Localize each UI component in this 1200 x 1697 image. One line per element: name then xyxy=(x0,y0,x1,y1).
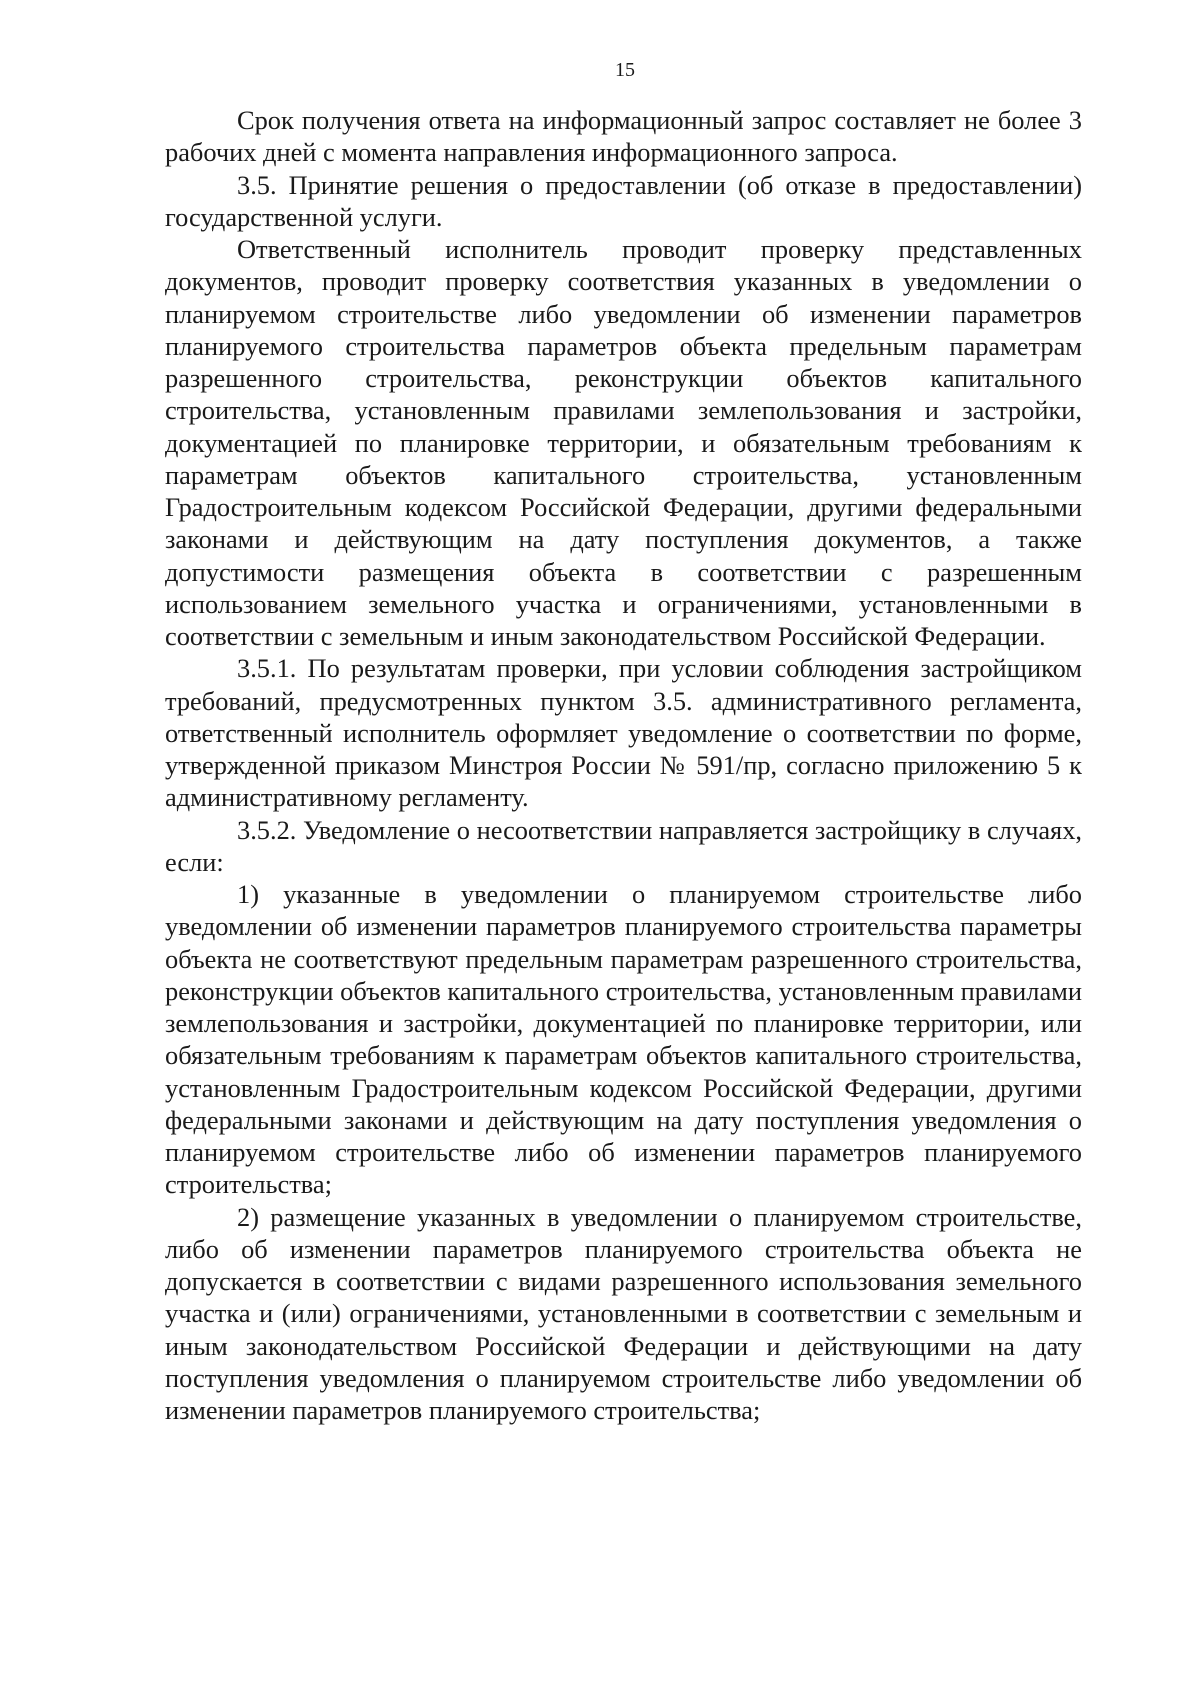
document-body xyxy=(165,104,1082,1426)
paragraph-responsible-check: Ответственный исполнитель проводит проверку представленных документов, проводит проверку соответствия указанных в уведомлении о планируемом строительстве либо уведомлении об изменении параметров планируемого строительства параметров объекта предельным параметрам разрешенного строительства, реконструкции объектов капитального строительства, установленным правилами землепользования и застройки, документацией по планировке территории, и обязательным требованиям к параметрам объектов капитального строительства, установленным Градостроительным кодексом Российской Федерации, другими федеральными законами и действующим на дату поступления документов, а также допустимости размещения объекта в соответствии с разрешенным использованием земельного участка и ограничениями, установленными в соответствии с земельным и иным законодательством Российской Федерации. xyxy=(165,234,1082,651)
list-item-2: 2) размещение указанных в уведомлении о планируемом строительстве, либо об изменении параметров планируемого строительства объекта не допускается в соответствии с видами разрешенного использования земельного участка и (или) ограничениями, установленными в соответствии с земельным и иным законодательством Российской Федерации и действующими на дату поступления уведомления о планируемом строительстве либо уведомлении об изменении параметров планируемого строительства; xyxy=(165,1201,1082,1425)
paragraph-section-3-5-heading: 3.5. Принятие решения о предоставлении (об отказе в предоставлении) государственной услуги. xyxy=(165,169,1082,232)
paragraph-response-term: Срок получения ответа на информационный запрос составляет не более 3 рабочих дней с момента направления информационного запроса. xyxy=(165,105,1082,168)
paragraph-section-3-5-2: 3.5.2. Уведомление о несоответствии направляется застройщику в случаях, если: xyxy=(165,814,1082,877)
list-item-1: 1) указанные в уведомлении о планируемом строительстве либо уведомлении об изменении параметров планируемого строительства параметры объекта не соответствуют предельным параметрам разрешенного строительства, реконструкции объектов капитального строительства, установленным правилами землепользования и застройки, документацией по планировке территории, или обязательным требованиям к параметрам объектов капитального строительства, установленным Градостроительным кодексом Российской Федерации, другими федеральными законами и действующим на дату поступления уведомления о планируемом строительстве либо об изменении параметров планируемого строительства; xyxy=(165,879,1082,1200)
page-number: 15 xyxy=(615,59,635,81)
paragraph-section-3-5-1: 3.5.1. По результатам проверки, при условии соблюдения застройщиком требований, предусмотренных пунктом 3.5. административного регламента, ответственный исполнитель оформляет уведомление о соответствии по форме, утвержденной приказом Минстроя России № 591/пр, согласно приложению 5 к административному регламенту. xyxy=(165,653,1082,813)
